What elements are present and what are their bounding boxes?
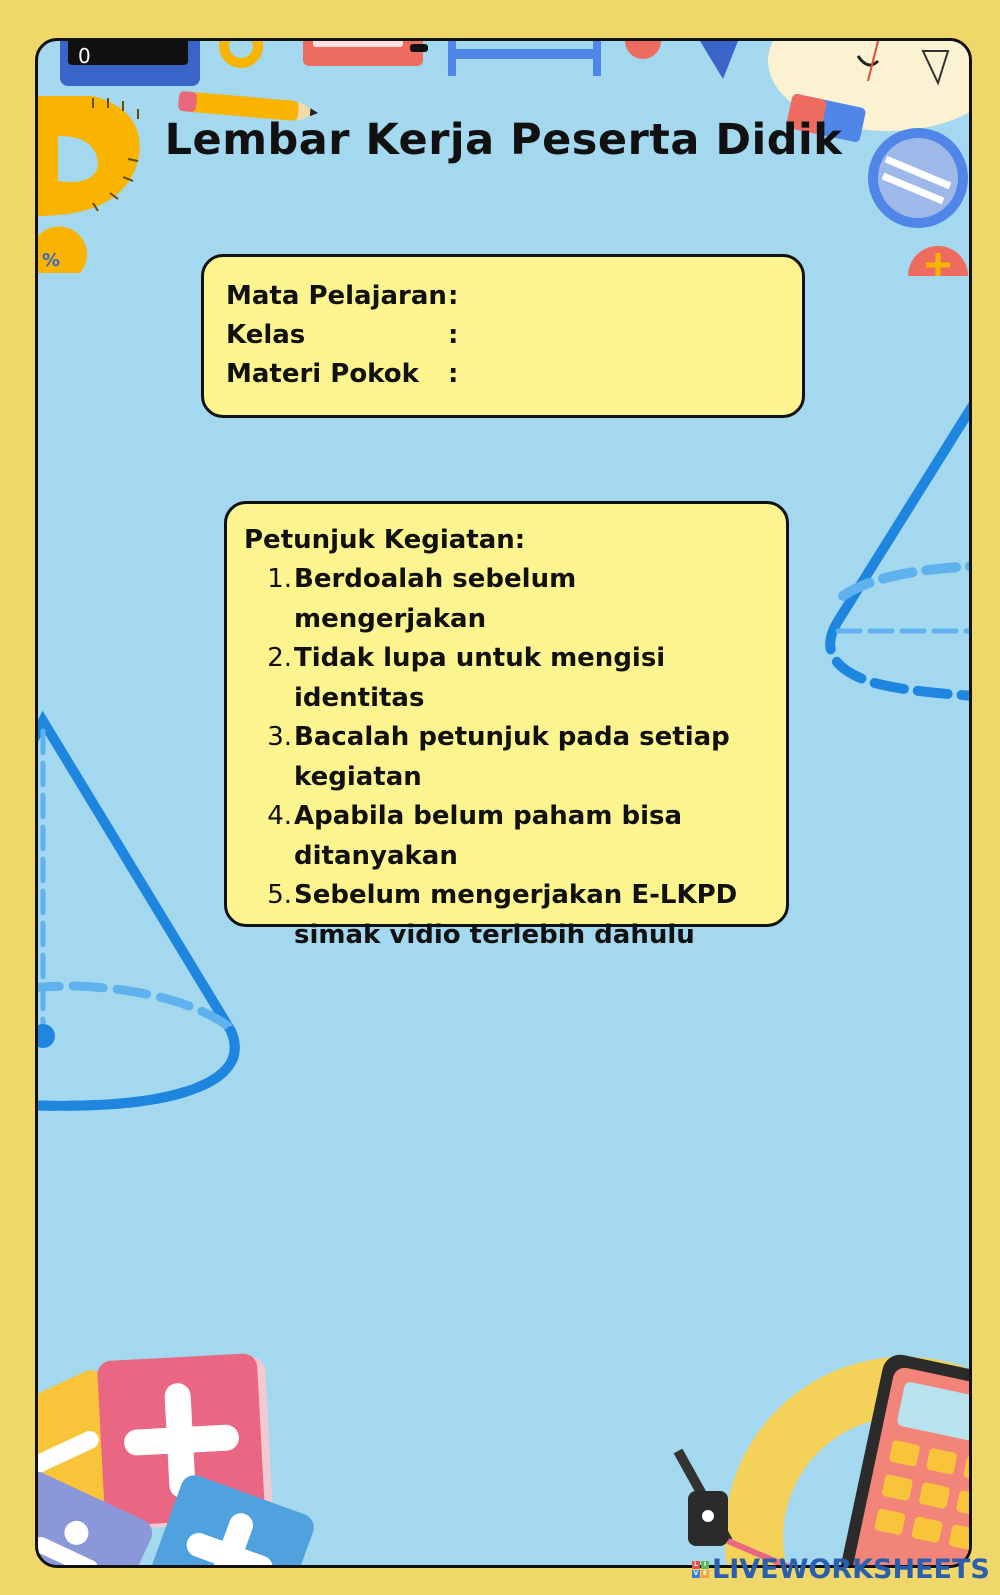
instructions-list	[244, 560, 786, 955]
item-text: Apabila belum paham bisa ditanyakan	[294, 801, 683, 871]
cone-outline-left	[38, 721, 235, 1106]
item-number: 1.	[267, 564, 292, 594]
cone-outline-right	[830, 301, 972, 696]
red-dot-icon	[625, 41, 661, 59]
identity-row-class	[226, 316, 802, 355]
item-text: Tidak lupa untuk mengisi identitas	[294, 643, 666, 713]
page-title: Lembar Kerja Peserta Didik	[164, 115, 843, 165]
liveworksheets-logo	[692, 1554, 990, 1585]
identity-row-topic	[226, 355, 802, 394]
instructions-heading: Petunjuk Kegiatan:	[244, 525, 526, 555]
ruler-icon	[60, 41, 200, 86]
identity-label: Kelas	[226, 320, 306, 350]
ring-icon	[224, 41, 258, 63]
item-number: 2.	[267, 643, 292, 673]
identity-label: Mata Pelajaran	[226, 281, 447, 311]
item-number: 4.	[267, 801, 292, 831]
list-item	[244, 876, 786, 955]
watermark-text: LIVEWORKSHEETS	[712, 1554, 990, 1585]
identity-row-subject	[226, 277, 802, 316]
worksheet-frame	[35, 38, 972, 1568]
blue-triangle-icon	[700, 41, 738, 79]
identity-colon: :	[448, 359, 459, 389]
list-item	[244, 560, 786, 639]
item-number: 5.	[267, 880, 292, 910]
ruler-digit: 0	[78, 44, 91, 68]
instructions-box	[224, 501, 789, 950]
item-text: Bacalah petunjuk pada setiap kegiatan	[294, 722, 730, 792]
list-item	[244, 639, 786, 718]
item-text: Berdoalah sebelum mengerjakan	[294, 564, 577, 634]
math-tiles-icon	[38, 1353, 318, 1568]
list-item	[244, 718, 786, 797]
identity-label: Materi Pokok	[226, 359, 419, 389]
item-number: 3.	[267, 722, 292, 752]
item-text: Sebelum mengerjakan E-LKPD simak vidio terlebih dahulu	[294, 880, 738, 950]
identity-colon: :	[448, 281, 459, 311]
liveworksheets-logo-icon: L I V E	[693, 1561, 708, 1577]
svg-text:%: %	[42, 250, 61, 271]
blue-ruler-icon	[448, 41, 601, 76]
identity-box	[201, 254, 805, 418]
list-item	[244, 797, 786, 876]
identity-colon: :	[448, 320, 459, 350]
